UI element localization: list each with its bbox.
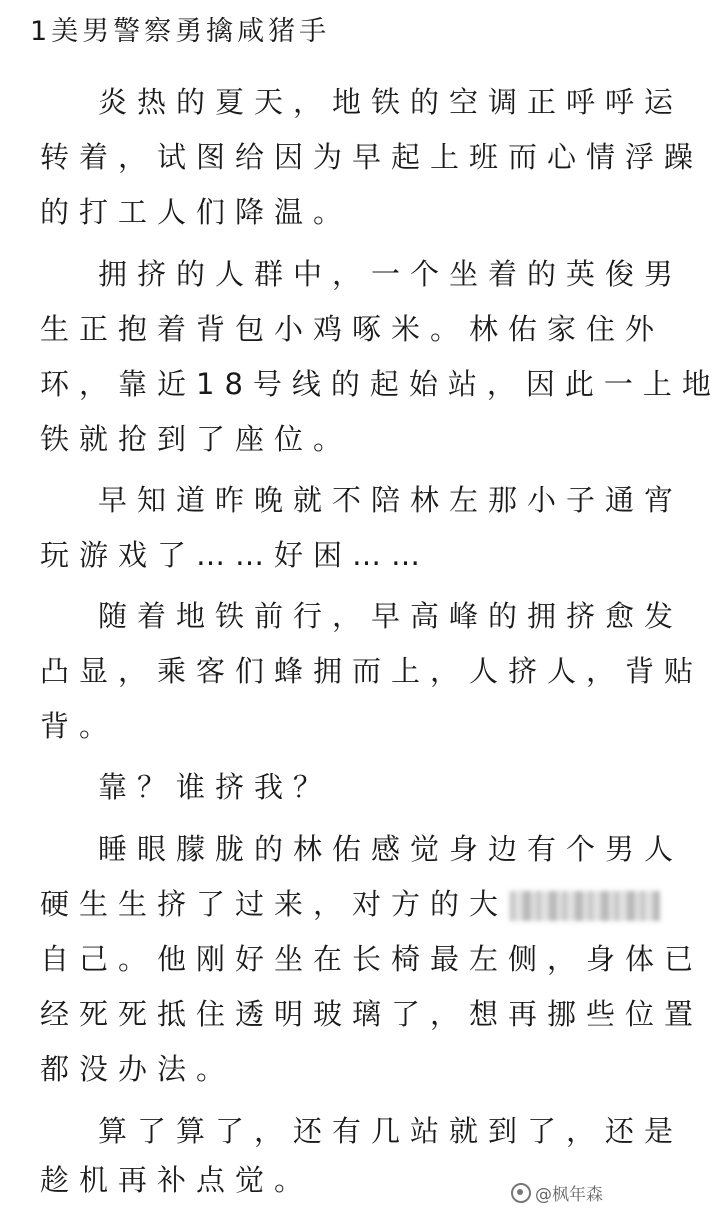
platform-logo-icon bbox=[511, 1183, 531, 1203]
text-line: 都没办法。 bbox=[40, 1052, 236, 1086]
text-line: 靠？谁挤我？ bbox=[98, 770, 333, 804]
text-line: 早知道昨晚就不陪林左那小子通宵 bbox=[98, 483, 684, 517]
text-line: 的打工人们降温。 bbox=[40, 195, 353, 229]
text-line: 玩游戏了……好困…… bbox=[40, 538, 431, 572]
text-line: 转着，试图给因为早起上班而心情浮躁 bbox=[40, 140, 704, 174]
text-line-redacted bbox=[40, 884, 660, 924]
text-line: 算了算了，还有几站就到了，还是 bbox=[98, 1114, 684, 1148]
text-line: 睡眼朦胧的林佑感觉身边有个男人 bbox=[98, 832, 684, 866]
chapter-title: 1美男警察勇擒咸猪手 bbox=[30, 16, 331, 47]
blurred-redaction bbox=[510, 891, 660, 921]
text-line: 拥挤的人群中，一个坐着的英俊男 bbox=[98, 257, 684, 291]
text-line: 凸显，乘客们蜂拥而上，人挤人，背贴 bbox=[40, 654, 704, 688]
text-line: 经死死抵住透明玻璃了，想再挪些位置 bbox=[40, 997, 704, 1031]
text-line: 随着地铁前行，早高峰的拥挤愈发 bbox=[98, 599, 684, 633]
text-line: 炎热的夏天，地铁的空调正呼呼运 bbox=[98, 85, 684, 119]
watermark-text: @枫年森 bbox=[535, 1185, 603, 1205]
watermark bbox=[511, 1180, 603, 1205]
text-line: 铁就抢到了座位。 bbox=[40, 422, 353, 456]
text-line: 趁机再补点觉。 bbox=[40, 1163, 314, 1197]
text-line: 背。 bbox=[40, 709, 119, 743]
text-line: 自己。他刚好坐在长椅最左侧，身体已 bbox=[40, 942, 704, 976]
text-line: 环，靠近18号线的起始站，因此一上地 bbox=[40, 367, 721, 401]
text-line: 生正抱着背包小鸡啄米。林佑家住外 bbox=[40, 312, 665, 346]
text-segment: 硬生生挤了过来，对方的大 bbox=[40, 887, 509, 921]
